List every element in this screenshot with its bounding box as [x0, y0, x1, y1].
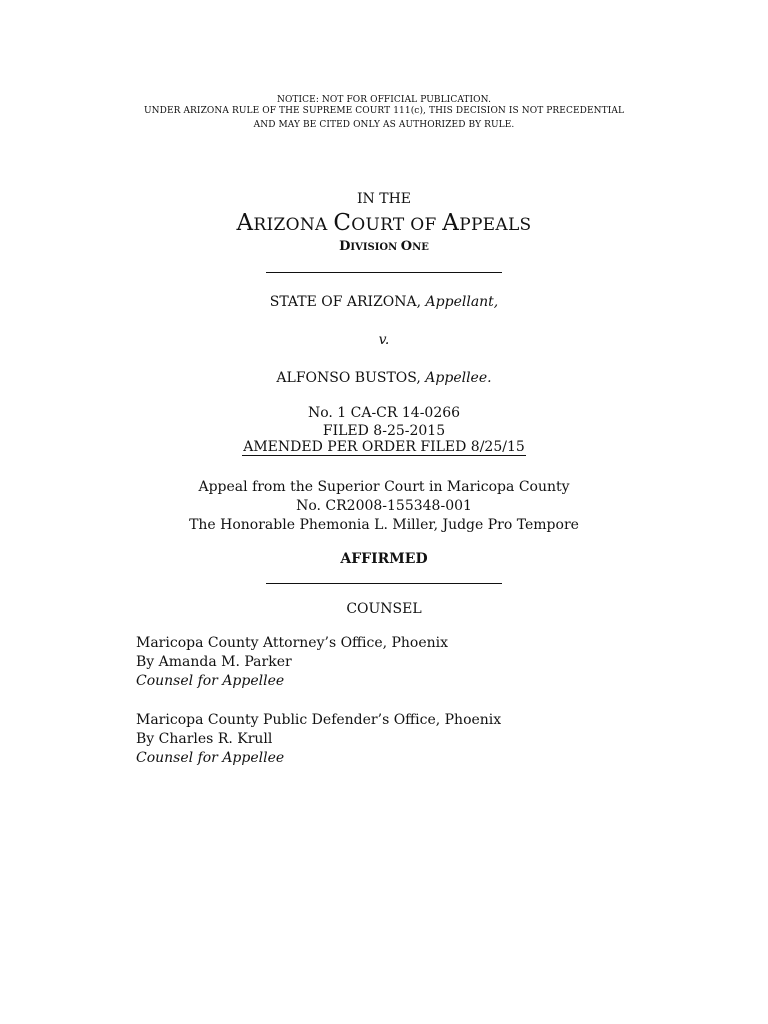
counsel-2-office: Maricopa County Public Defender’s Office, Phoenix	[136, 712, 502, 728]
counsel-heading: COUNSEL	[346, 601, 422, 617]
notice-line-3: AND MAY BE CITED ONLY AS AUTHORIZED BY RULE.	[253, 120, 515, 130]
case-number: No. 1 CA-CR 14-0266	[307, 405, 461, 421]
appeal-line-1: Appeal from the Superior Court in Maricopa County	[198, 479, 570, 495]
in-the-heading: IN THE	[357, 191, 411, 207]
disposition: AFFIRMED	[340, 551, 428, 567]
amended-note	[0, 438, 768, 457]
counsel-1-attorney: By Amanda M. Parker	[136, 654, 292, 670]
party1-role: Appellant,	[425, 294, 499, 310]
counsel-2-attorney: By Charles R. Krull	[136, 731, 273, 747]
court-title	[0, 210, 768, 236]
court-title-ap: A	[442, 210, 460, 236]
court-title-ppeals: PPEALS	[459, 215, 532, 235]
notice-line-2: UNDER ARIZONA RULE OF THE SUPREME COURT 111(c), THIS DECISION IS NOT PRECEDENTIAL	[143, 106, 625, 116]
court-title-ourt-of: OURT OF	[351, 215, 443, 235]
appeal-line-3: The Honorable Phemonia L. Miller, Judge Pro Tempore	[189, 517, 579, 533]
court-title-rizona: RIZONA	[253, 215, 334, 235]
division-heading	[0, 239, 768, 254]
versus: v.	[378, 332, 390, 348]
division-ivision: IVISION	[350, 242, 401, 253]
party2-role: Appellee.	[425, 370, 492, 386]
filed-date: FILED 8-25-2015	[322, 423, 446, 439]
party-appellee	[0, 369, 768, 388]
notice-line-1: NOTICE: NOT FOR OFFICIAL PUBLICATION.	[276, 95, 492, 105]
amended-text: AMENDED PER ORDER FILED 8/25/15	[243, 439, 525, 455]
party2-name: ALFONSO BUSTOS,	[276, 370, 426, 386]
court-title-a: A	[236, 210, 254, 236]
party1-name: STATE OF ARIZONA,	[269, 294, 426, 310]
division-d: D	[339, 239, 351, 254]
party-appellant	[0, 293, 768, 312]
divider-bottom	[266, 583, 502, 584]
court-title-c: C	[333, 210, 352, 236]
division-ne: NE	[412, 242, 429, 253]
appeal-line-2: No. CR2008-155348-001	[296, 498, 472, 514]
counsel-2-role: Counsel for Appellee	[136, 750, 285, 766]
counsel-1-role: Counsel for Appellee	[136, 673, 285, 689]
divider-top	[266, 272, 502, 273]
division-o: O	[400, 239, 413, 254]
counsel-1-office: Maricopa County Attorney’s Office, Phoenix	[136, 635, 449, 651]
